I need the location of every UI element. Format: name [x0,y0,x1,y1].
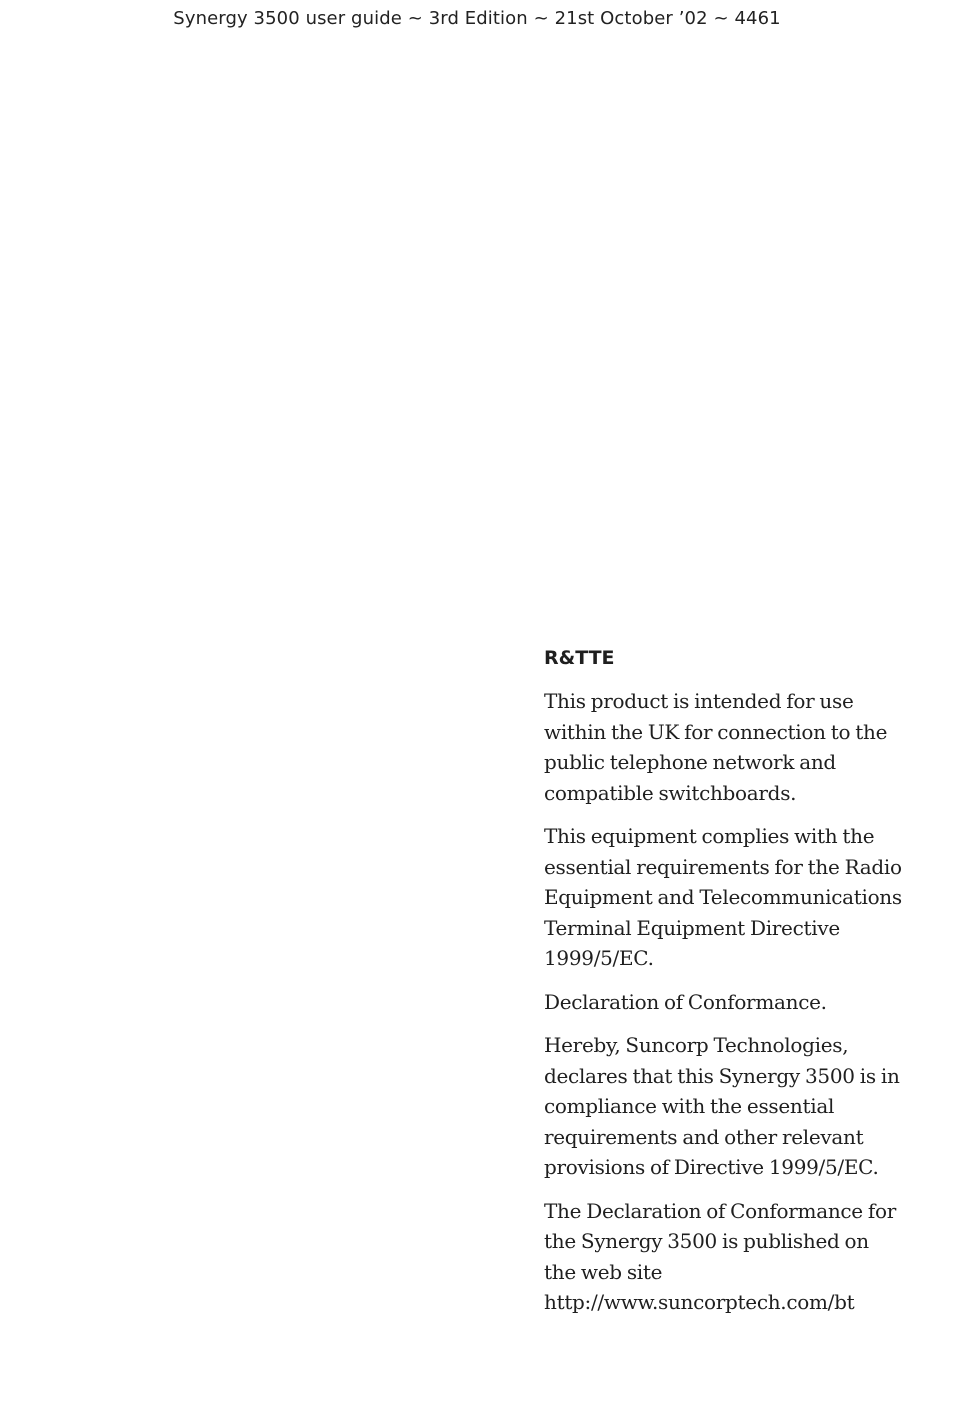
web-site-paragraph: The Declaration of Conformance for the Synergy 3500 is published on the web site http://www.suncorptech.com/bt [544,1198,897,1314]
rtte-section [544,644,904,1331]
section-heading: R&TTE [544,647,615,669]
running-header: Synergy 3500 user guide ~ 3rd Edition ~ 21st October ’02 ~ 4461 [173,8,781,29]
declaration-title-paragraph: Declaration of Conformance. [544,989,827,1014]
intended-use-paragraph: This product is intended for use within the UK for connection to the public telephone network and compatible switchboards. [544,689,888,805]
declaration-statement-paragraph: Hereby, Suncorp Technologies, declares that this Synergy 3500 is in compliance with the essential requirements and other relevant provisions of Directive 1999/5/EC. [544,1033,900,1179]
compliance-paragraph: This equipment complies with the essential requirements for the Radio Equipment and Telecommunications Terminal Equipment Directive 1999/5/EC. [544,824,902,970]
